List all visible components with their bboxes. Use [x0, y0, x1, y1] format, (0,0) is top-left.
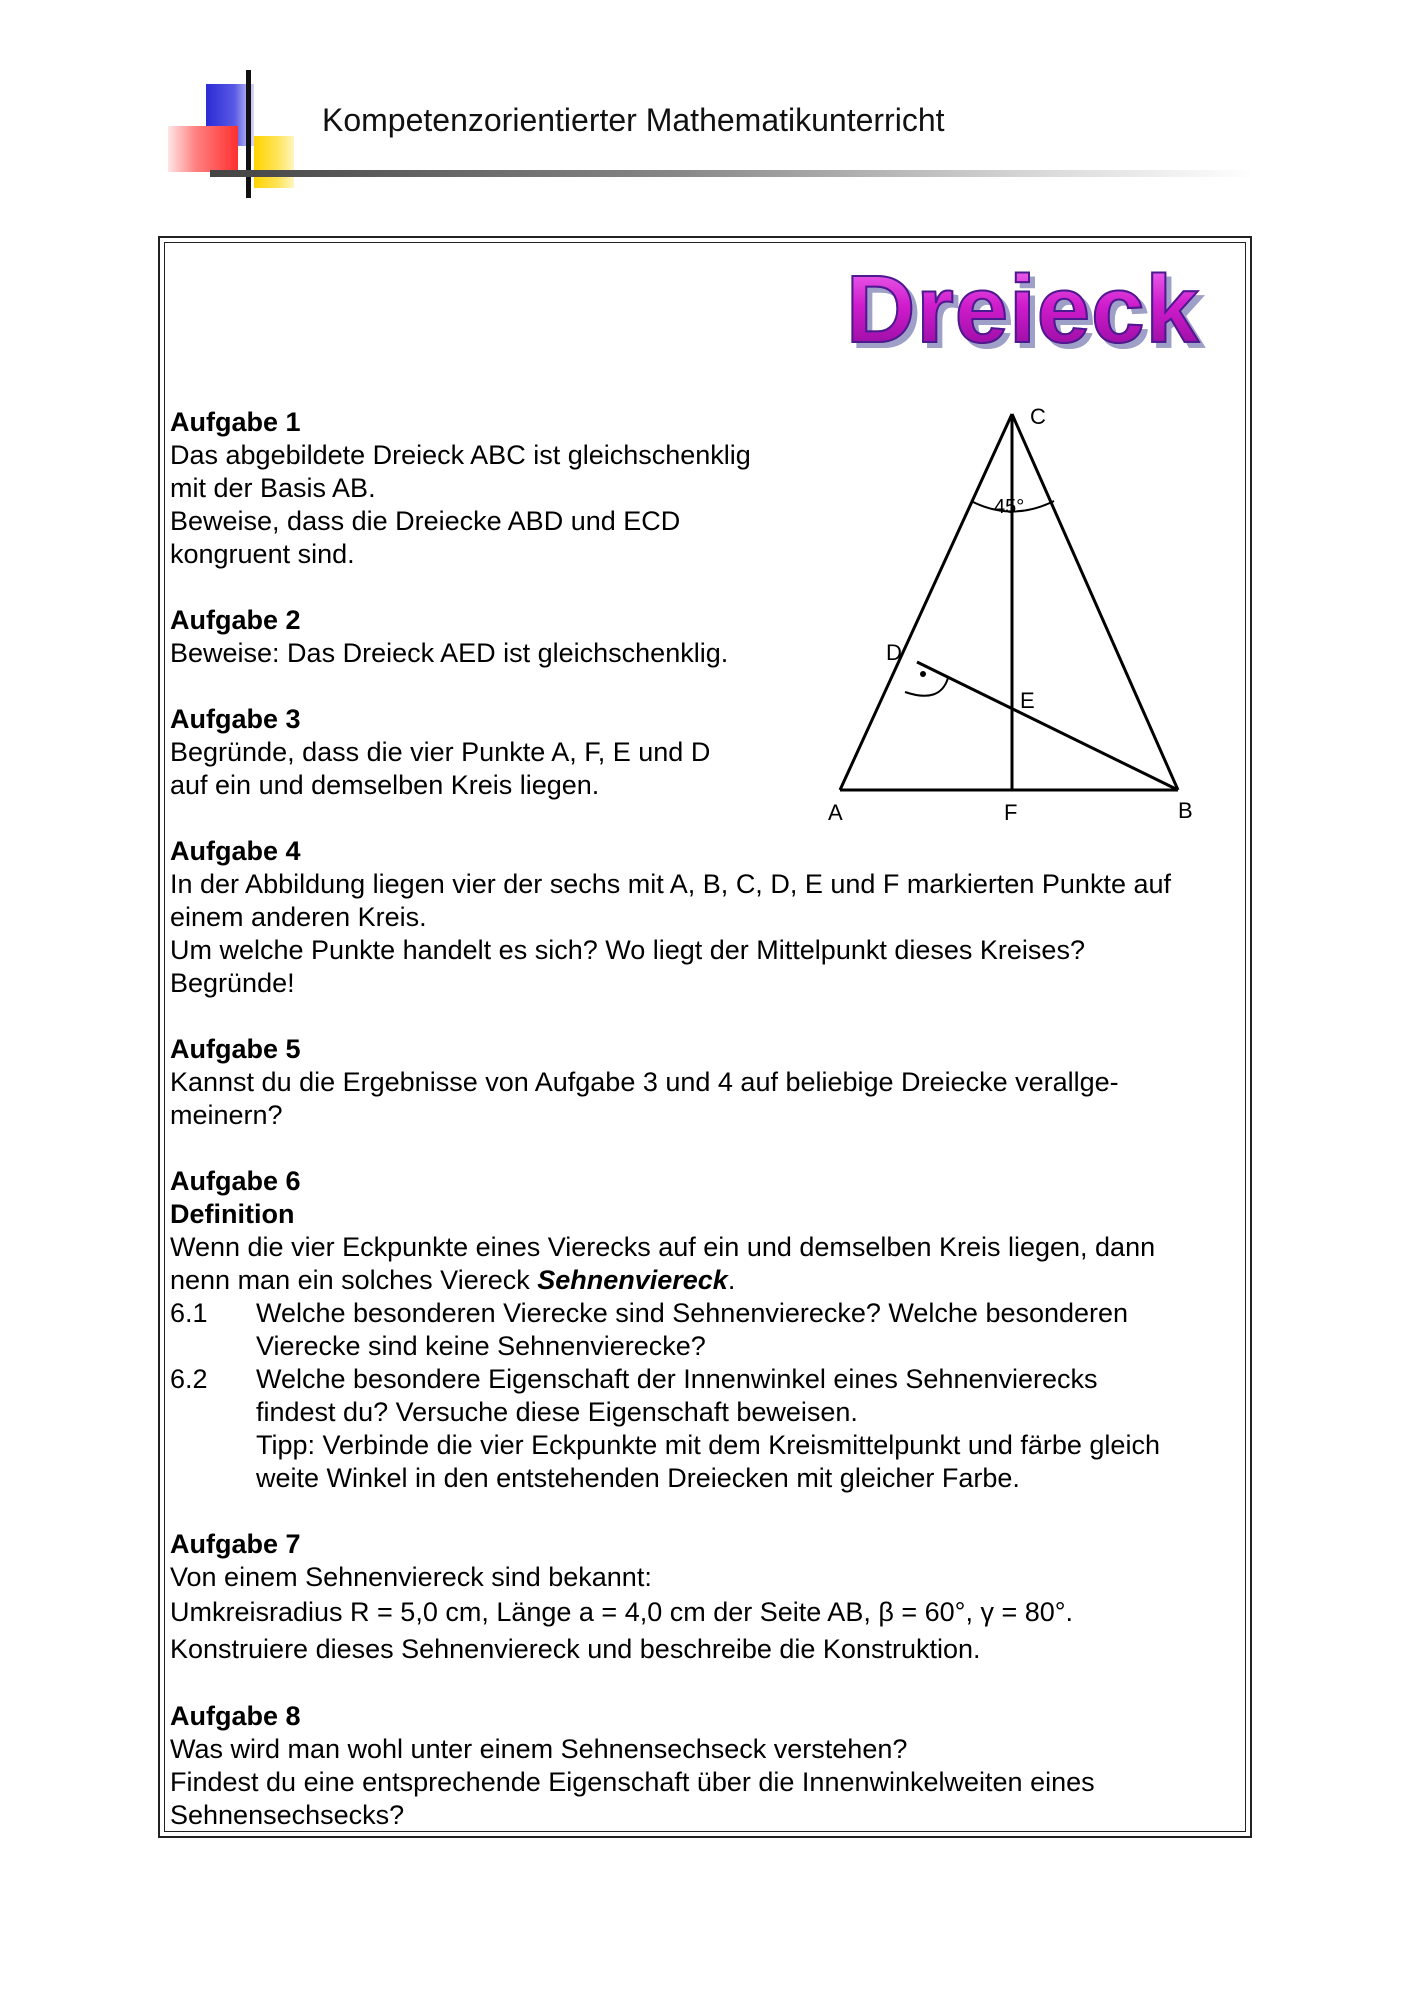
logo [168, 70, 308, 200]
task-6-item-line: Welche besondere Eigenschaft der Innenwinkel eines Sehnenvierecks [256, 1364, 1098, 1394]
task-8-line: Was wird man wohl unter einem Sehnensechseck verstehen? [170, 1734, 908, 1764]
worksheet-title: Dreieck [846, 256, 1200, 363]
task-5-line: meinern? [170, 1100, 283, 1130]
task-3-line: Begründe, dass die vier Punkte A, F, E und D [170, 737, 711, 767]
task-6-definition-line-2 [170, 1264, 1155, 1297]
logo-red-square [168, 126, 238, 172]
task-8-line: Findest du eine entsprechende Eigenschaft über die Innenwinkelweiten eines [170, 1767, 1095, 1797]
segment-bd [917, 662, 1178, 790]
task-6-item-line: Welche besonderen Vierecke sind Sehnenvierecke? Welche besonderen [256, 1298, 1129, 1328]
task-1-line: Das abgebildete Dreieck ABC ist gleichschenklig [170, 440, 751, 470]
task-1-line: kongruent sind. [170, 539, 355, 569]
task-6-definition-line: Wenn die vier Eckpunkte eines Vierecks auf ein und demselben Kreis liegen, dann [170, 1232, 1156, 1262]
header-rule [210, 170, 1255, 177]
side-bc [1012, 414, 1178, 790]
task-6-item-number: 6.2 [170, 1364, 208, 1394]
task-2 [170, 604, 728, 670]
task-6-item-line: Tipp: Verbinde die vier Eckpunkte mit dem Kreismittelpunkt und färbe gleich [256, 1430, 1160, 1460]
point-label-f: F [1004, 800, 1018, 825]
task-8-heading: Aufgabe 8 [170, 1701, 301, 1731]
task-6-item-number: 6.1 [170, 1298, 208, 1328]
task-6-definition-heading: Definition [170, 1199, 295, 1229]
angle-label-45: 45° [994, 496, 1025, 518]
task-6-item-line: findest du? Versuche diese Eigenschaft beweisen. [256, 1397, 858, 1427]
task-4-line: In der Abbildung liegen vier der sechs mit A, B, C, D, E und F markierten Punkte auf [170, 869, 1172, 899]
point-label-a: A [828, 800, 843, 825]
task-5 [170, 1033, 1119, 1132]
task-5-line: Kannst du die Ergebnisse von Aufgabe 3 und 4 auf beliebige Dreiecke verallge- [170, 1067, 1119, 1097]
task-8-line: Sehnensechsecks? [170, 1800, 405, 1830]
task-2-heading: Aufgabe 2 [170, 605, 301, 635]
definition-text: nenn man ein solches Viereck [170, 1265, 538, 1295]
task-1-line: mit der Basis AB. [170, 473, 376, 503]
task-2-line: Beweise: Das Dreieck AED ist gleichschenklig. [170, 638, 729, 668]
task-6-item [256, 1297, 1128, 1363]
side-ac [840, 414, 1012, 790]
task-6-heading: Aufgabe 6 [170, 1166, 301, 1196]
task-3 [170, 703, 710, 802]
logo-yellow-square [254, 136, 294, 188]
triangle-diagram [820, 400, 1220, 840]
task-7-line: Umkreisradius R = 5,0 cm, Länge a = 4,0 cm der Seite AB, β = 60°, γ = 80°. [170, 1597, 1074, 1627]
task-6 [170, 1165, 1155, 1297]
point-label-d: D [886, 640, 902, 665]
task-7 [170, 1528, 1073, 1666]
task-3-heading: Aufgabe 3 [170, 704, 301, 734]
header-title: Kompetenzorientierter Mathematikunterricht [322, 102, 945, 138]
task-5-heading: Aufgabe 5 [170, 1034, 301, 1064]
task-1 [170, 406, 751, 571]
definition-period: . [727, 1265, 736, 1295]
right-angle-dot [920, 671, 926, 677]
task-6-item-line: Vierecke sind keine Sehnenvierecke? [256, 1331, 706, 1361]
task-4-line: einem anderen Kreis. [170, 902, 427, 932]
task-6-item-line: weite Winkel in den entstehenden Dreiecken mit gleicher Farbe. [256, 1463, 1020, 1493]
task-4-heading: Aufgabe 4 [170, 836, 301, 866]
task-4-line: Um welche Punkte handelt es sich? Wo liegt der Mittelpunkt dieses Kreises? [170, 935, 1085, 965]
point-label-e: E [1020, 688, 1035, 713]
task-4 [170, 835, 1171, 1000]
task-3-line: auf ein und demselben Kreis liegen. [170, 770, 600, 800]
task-1-heading: Aufgabe 1 [170, 407, 301, 437]
right-angle-arc-d [905, 678, 948, 696]
task-8 [170, 1700, 1095, 1832]
task-4-line: Begründe! [170, 968, 295, 998]
task-7-heading: Aufgabe 7 [170, 1529, 301, 1559]
logo-vertical-line [246, 70, 251, 198]
point-label-b: B [1178, 798, 1193, 823]
task-6-item [256, 1363, 1160, 1495]
task-1-line: Beweise, dass die Dreiecke ABD und ECD [170, 506, 681, 536]
definition-term: Sehnenviereck [537, 1265, 728, 1295]
task-7-line: Von einem Sehnenviereck sind bekannt: [170, 1562, 652, 1592]
point-label-c: C [1030, 404, 1046, 429]
task-7-line: Konstruiere dieses Sehnenviereck und beschreibe die Konstruktion. [170, 1634, 981, 1664]
